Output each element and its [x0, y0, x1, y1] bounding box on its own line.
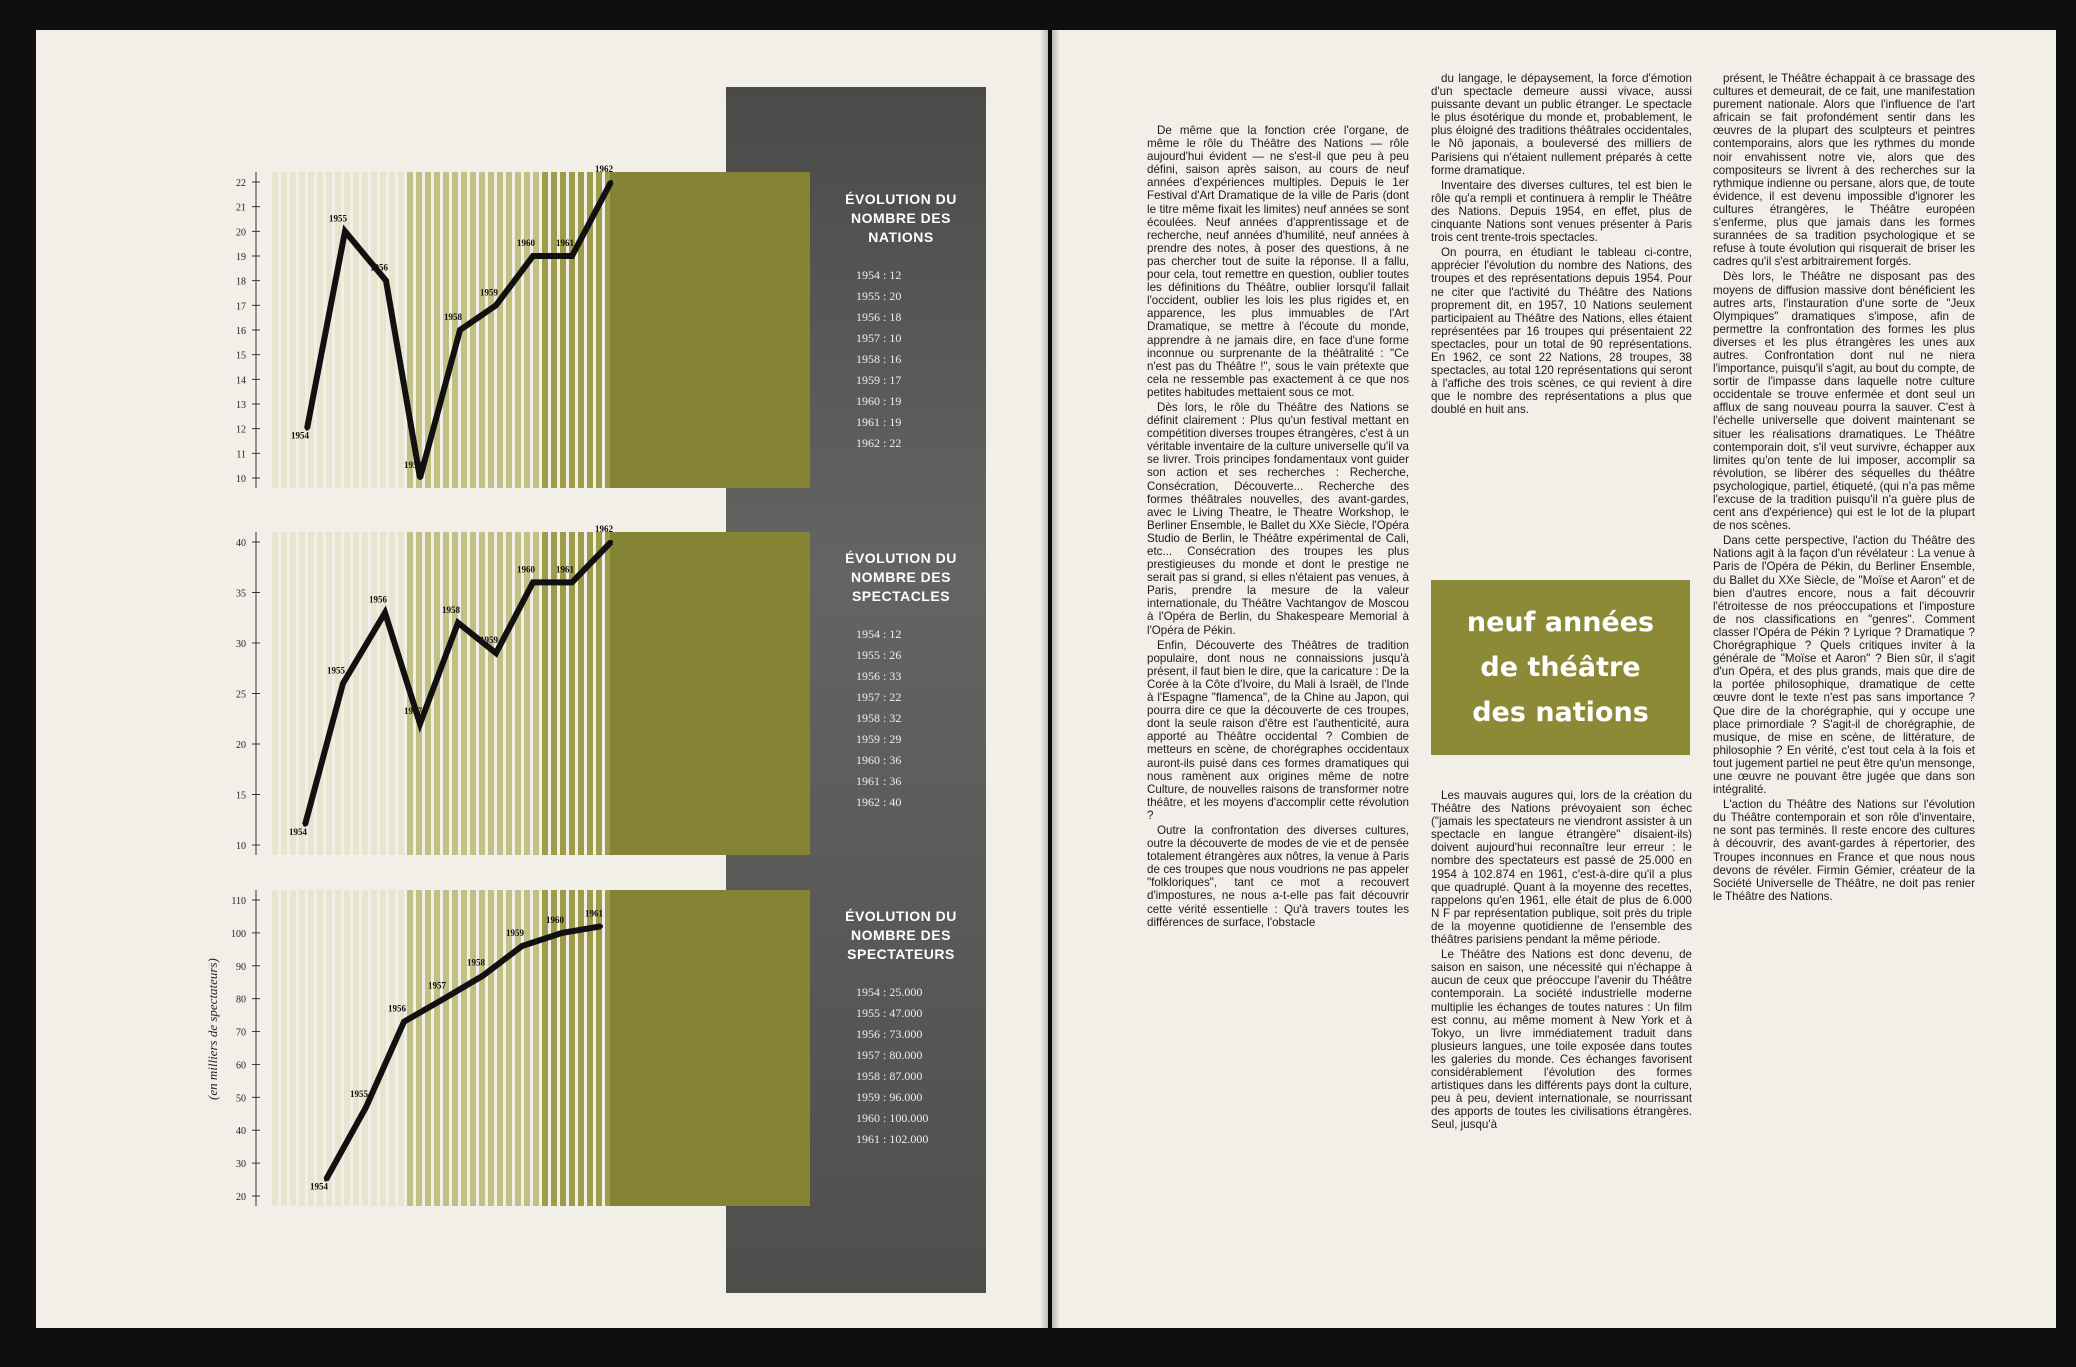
chart-stripe: [380, 890, 386, 1206]
chart-stripe: [416, 890, 422, 1206]
chart-stripe: [398, 890, 404, 1206]
chart-stripe: [371, 172, 377, 488]
article-column-3: [1713, 72, 1975, 905]
chart-stripe: [371, 532, 377, 855]
y-tick-label: 19: [236, 252, 246, 263]
chart-stripe: [362, 532, 368, 855]
y-tick-label: 30: [236, 1159, 246, 1171]
chart-stripe: [380, 172, 386, 488]
chart-stripe: [407, 890, 413, 1206]
y-tick-label: 17: [236, 301, 246, 313]
values-table-row: 1956 : 73.000: [856, 1027, 923, 1041]
values-table-row: 1959 : 96.000: [856, 1090, 923, 1104]
y-tick-label: 40: [236, 538, 246, 549]
point-year-label: 1955: [327, 665, 345, 676]
chart-stripe: [443, 532, 449, 855]
point-year-label: 1960: [517, 564, 535, 575]
point-year-label: 1958: [444, 312, 462, 322]
values-table-row: 1954 : 12: [856, 268, 902, 282]
chart-stripe: [452, 532, 458, 855]
chart-stripe: [371, 890, 377, 1206]
point-year-label: 1960: [546, 914, 564, 925]
y-tick-label: 10: [236, 474, 246, 485]
point-year-label: 1961: [556, 564, 574, 575]
article-paragraph: Enfin, Découverte des Théâtres de tradition populaire, dont nous ne connaissions jusqu'à présent, il faut bien le dire, que la caricature : De la Corée à la Côte d'Ivoire, du Mali à Israël, de l'Inde à l'Espagne "flamenca", de la Chine au Japon, qui pourra dire ce que la découverte de ces troupes, dont la seule raison d'être est l'authenticité, aura apporté au Théâtre occidental ? Combien de metteurs en scène, de chorégraphes occidentaux auront-ils puisé dans ces formes dramatiques qui nous ramènent aux origines même de notre Culture, de nouvelles raisons de transformer notre théâtre, et les moyens d'accomplir cette révolution ?: [1147, 638, 1409, 822]
values-table-row: 1954 : 12: [856, 627, 902, 641]
values-table-row: 1956 : 33: [856, 669, 902, 683]
values-table-row: 1955 : 20: [856, 289, 902, 303]
article-paragraph: Inventaire des diverses cultures, tel est bien le rôle qu'a rempli et continuera à remplir le Théâtre des Nations. Depuis 1954, en effet, plus de cinquante Nations sont venues présenter à Paris trois cent trente-trois spectacles.: [1431, 178, 1692, 245]
panel-nations: [826, 190, 976, 454]
chart-stripe: [398, 532, 404, 855]
chart-stripe: [290, 532, 296, 855]
chart-stripe: [326, 532, 332, 855]
chart-stripe: [470, 172, 476, 488]
data-point: [599, 924, 603, 928]
chart-stripe: [488, 532, 494, 855]
y-tick-label: 100: [231, 928, 246, 940]
chart-stripe: [506, 532, 512, 855]
data-point: [494, 651, 498, 655]
values-table-row: 1958 : 32: [856, 711, 902, 725]
article-title-box: [1431, 580, 1690, 755]
data-point: [458, 328, 462, 332]
data-point: [341, 681, 345, 685]
y-tick-label: 20: [236, 740, 246, 751]
values-table-row: 1957 : 10: [856, 331, 902, 345]
chart-stripe: [524, 532, 530, 855]
chart-stripe: [560, 890, 566, 1206]
point-year-label: 1958: [467, 957, 485, 968]
chart-stripe: [353, 172, 359, 488]
values-table-row: 1960 : 100.000: [856, 1111, 929, 1125]
chart-stripe: [344, 890, 350, 1206]
chart-stripe: [560, 172, 566, 488]
article-paragraph: Dans cette perspective, l'action du Théâtre des Nations agit à la façon d'un révélateur : La venue à Paris de l'Opéra de Pékin, du Berliner Ensemble, du Ballet du XXe Siècle, de "Moïse et Aaron" et de bien d'autres encore, nous a fait découvrir l'étroitesse de nos préoccupations et l'imposture de nos classifications en "genres". Comment classer l'Opéra de Pékin ? Lyrique ? Dramatique ? Chorégraphique ? Quels critiques inviter à la générale de "Moïse et Aaron" ? Bien sûr, il s'agit d'un Opéra, et des plus grands, mais que dire de la portée philosophique, dramatique de cette œuvre dont le texte n'est pas sans importance ? Que dire de la chorégraphie, qui y occupe une place primordiale ? S'agit-il de chorégraphie, de musique, de mise en scène, de littérature, de philosophie ? En vérité, c'est tout cela à la fois et tout jugement partiel ne peut être qu'un mensonge, une œuvre ne pouvant être jugée que dans son intégralité.: [1713, 534, 1975, 797]
chart-solid-block: [610, 890, 810, 1206]
values-table-spectateurs: [826, 982, 976, 1150]
point-year-label: 1955: [329, 213, 347, 224]
chart-stripe: [497, 890, 503, 1206]
data-point: [343, 229, 347, 233]
y-tick-label: 22: [236, 178, 246, 189]
values-table-row: 1961 : 19: [856, 415, 902, 429]
data-point: [609, 540, 613, 544]
point-year-label: 1954: [310, 1181, 328, 1192]
chart-stripe: [578, 890, 584, 1206]
chart-stripe: [443, 890, 449, 1206]
data-point: [481, 974, 485, 978]
point-year-label: 1957: [428, 980, 446, 991]
y-tick-label: 20: [236, 1192, 246, 1203]
y-tick-label: 13: [236, 400, 246, 411]
chart-stripe: [587, 890, 593, 1206]
data-point: [531, 580, 535, 584]
chart-stripe: [434, 890, 440, 1206]
article-column-1: [1147, 124, 1409, 931]
chart-stripe: [317, 532, 323, 855]
y-tick-label: 110: [231, 896, 246, 907]
chart-stripe: [524, 890, 530, 1206]
values-table-row: 1954 : 25.000: [856, 985, 923, 999]
point-year-label: 1956: [369, 594, 387, 605]
point-year-label: 1957: [404, 460, 422, 470]
values-table-row: 1955 : 26: [856, 648, 902, 662]
y-tick-label: 15: [236, 350, 246, 362]
point-year-label: 1959: [480, 635, 498, 646]
article-title-line-1: neuf années: [1466, 607, 1655, 638]
values-table-row: 1957 : 22: [856, 690, 902, 704]
point-year-label: 1955: [350, 1089, 368, 1100]
chart-stripe: [317, 890, 323, 1206]
chart-stripe: [452, 890, 458, 1206]
chart-stripe: [497, 172, 503, 488]
data-point: [494, 303, 498, 307]
chart-stripe: [281, 172, 287, 488]
data-point: [383, 611, 387, 615]
chart-stripe: [524, 172, 530, 488]
values-table-row: 1956 : 18: [856, 310, 902, 324]
data-point: [364, 1105, 368, 1109]
y-tick-label: 35: [236, 588, 246, 600]
chart-stripe: [362, 890, 368, 1206]
chart-stripe: [326, 890, 332, 1206]
y-tick-label: 80: [236, 994, 246, 1006]
y-tick-label: 50: [236, 1093, 246, 1105]
point-year-label: 1962: [595, 524, 613, 534]
data-point: [570, 254, 574, 258]
chart-stripe: [587, 532, 593, 855]
y-tick-label: 40: [236, 1126, 246, 1138]
y-tick-label: 18: [236, 276, 246, 288]
chart-stripe: [470, 890, 476, 1206]
values-table-row: 1955 : 47.000: [856, 1006, 923, 1020]
chart-stripe: [362, 172, 368, 488]
point-year-label: 1961: [585, 908, 603, 919]
chart-stripe: [344, 532, 350, 855]
chart-stripe: [281, 890, 287, 1206]
point-year-label: 1956: [370, 262, 388, 273]
chart-stripe: [515, 532, 521, 855]
values-table-row: 1958 : 87.000: [856, 1069, 923, 1083]
chart-stripe: [479, 890, 485, 1206]
y-tick-label: 20: [236, 227, 246, 239]
values-table-row: 1960 : 36: [856, 753, 902, 767]
chart-stripe: [398, 172, 404, 488]
article-column-2-top: [1431, 72, 1692, 418]
chart-stripe: [461, 532, 467, 855]
values-table-spectacles: [826, 624, 976, 813]
point-year-label: 1957: [404, 705, 422, 716]
article-title-line-3: des nations: [1472, 697, 1649, 728]
article-column-2-bottom: [1431, 789, 1692, 1133]
data-point: [560, 931, 564, 935]
chart-stripe: [443, 172, 449, 488]
chart-stripe: [353, 532, 359, 855]
point-year-label: 1954: [291, 430, 309, 441]
data-point: [456, 621, 460, 625]
values-table-nations: [826, 265, 976, 454]
chart-stripe: [542, 172, 548, 488]
chart-stripe: [515, 172, 521, 488]
chart-stripe: [416, 172, 422, 488]
y-tick-label: 11: [236, 449, 246, 461]
point-year-label: 1962: [595, 164, 613, 174]
point-year-label: 1956: [388, 1003, 406, 1014]
article-paragraph: On pourra, en étudiant le tableau ci-contre, apprécier l'évolution du nombre des Nations, des troupes et des représentations depuis 1954. Pour ne citer que l'activité du Théâtre des Nations proprement dit, en 1957, 10 Nations seulement participaient au Théâtre des Nations, elles étaient représentées par 16 troupes qui présentaient 22 spectacles, pour un total de 90 représentations. En 1962, ce sont 22 Nations, 28 troupes, 38 spectacles, au total 120 représentations qui seront à l'affiche des trois scènes, ce qui revient à dire que le nombre des représentations a plus que doublé en huit ans.: [1431, 246, 1692, 417]
y-tick-label: 10: [236, 841, 246, 852]
values-table-row: 1958 : 16: [856, 352, 902, 366]
chart-stripe: [416, 532, 422, 855]
chart-stripe: [569, 890, 575, 1206]
chart-solid-block: [610, 172, 810, 488]
article-paragraph: Dès lors, le Théâtre ne disposant pas des moyens de diffusion massive dont bénéficient les autres arts, l'instauration d'une sorte de "Jeux Olympiques" dramatiques s'impose, afin de permettre la confrontation des formes les plus diverses et les plus étrangères les unes aux autres. Confrontation dont nul ne niera l'importance, puisqu'il s'agit, au bout du compte, de sortir de l'impasse dans laquelle notre culture occidentale se trouve enfermée et dont seul un afflux de sang nouveau pourra la sauver. C'est à l'échelle universelle que doivent maintenant se situer les réalisations dramatiques. Le Théâtre contemporain doit, s'il veut survivre, échapper aux limites qu'on tente de lui imposer, accomplir sa révolution, se libérer des séquelles du théâtre psychologique, partiel, étiqueté, (qui n'a pas même l'excuse de la tradition puisqu'il n'a guère plus de cent ans d'expérience) qui est le lot de la plupart de nos scènes.: [1713, 270, 1975, 533]
article-title-line-2: de théâtre: [1480, 652, 1641, 683]
values-table-row: 1960 : 19: [856, 394, 902, 408]
chart-stripe: [272, 532, 278, 855]
chart-stripe: [596, 532, 602, 855]
article-paragraph: L'action du Théâtre des Nations sur l'évolution du Théâtre contemporain et son rôle d'inventaire, ne sont pas terminés. Il reste encore des cultures à découvrir, des avant-gardes à répertorier, des Troupes inconnues en France et que nous nous devons de révéler. Firmin Gémier, créateur de la Société Universelle de Théâtre, ne doit pas renier le Théâtre des Nations.: [1713, 798, 1975, 903]
values-table-row: 1959 : 17: [856, 373, 902, 387]
y-axis-label-spectateurs: (en milliers de spectateurs): [205, 958, 220, 1100]
chart-stripe: [317, 172, 323, 488]
chart-stripe: [533, 890, 539, 1206]
data-point: [418, 722, 422, 726]
chart-title-spectacles: ÉVOLUTION DU NOMBRE DES SPECTACLES: [845, 550, 957, 604]
chart-title-nations: ÉVOLUTION DU NOMBRE DES NATIONS: [845, 191, 957, 245]
panel-spectateurs: [826, 907, 976, 1150]
chart-stripe: [380, 532, 386, 855]
point-year-label: 1959: [480, 287, 498, 298]
y-tick-label: 16: [236, 326, 246, 337]
chart-stripe: [479, 532, 485, 855]
chart-stripe: [596, 890, 602, 1206]
point-year-label: 1959: [506, 928, 524, 939]
data-point: [609, 180, 613, 184]
chart-stripe: [569, 172, 575, 488]
y-tick-label: 14: [236, 375, 246, 387]
article-paragraph: présent, le Théâtre échappait à ce brassage des cultures et demeurait, de ce fait, une manifestation purement nationale. Alors que l'influence de l'art africain se fait profondément sentir dans les œuvres de la plupart des sculpteurs et peintres contemporains, alors que les rythmes du monde noir envahissent notre vie, alors que des compositeurs se livrent à des recherches sur la rythmique indienne ou persane, alors que, de toute évidence, il est devenu impossible d'ignorer les cultures étrangères, le Théâtre européen s'enferme, plus que jamais dans les formes surannées de sa tradition psychologique et se refuse à toute évolution qui risquerait de briser les cadres qu'il s'est arbitrairement forgés.: [1713, 72, 1975, 269]
data-point: [531, 254, 535, 258]
point-year-label: 1958: [442, 604, 460, 615]
chart-stripe: [299, 532, 305, 855]
y-tick-label: 60: [236, 1060, 246, 1072]
values-table-row: 1961 : 102.000: [856, 1132, 929, 1146]
chart-stripe: [272, 890, 278, 1206]
chart-stripe: [578, 172, 584, 488]
chart-stripe: [470, 532, 476, 855]
chart-solid-block: [610, 532, 810, 855]
data-point: [402, 1020, 406, 1024]
chart-title-spectateurs: ÉVOLUTION DU NOMBRE DES SPECTATEURS: [845, 908, 957, 962]
data-point: [520, 944, 524, 948]
values-table-row: 1961 : 36: [856, 774, 902, 788]
chart-stripe: [434, 172, 440, 488]
data-point: [418, 476, 422, 480]
article-paragraph: Dès lors, le rôle du Théâtre des Nations se définit clairement : Plus qu'un festival mettant en compétition diverses troupes étrangères, c'est à un véritable inventaire de la culture universelle qu'il va se livrer. Trois principes fondamentaux vont guider son action et ses recherches : Recherche, Consécration, Découverte... Recherche des formes théâtrales nouvelles, des avant-gardes, avec le Living Theatre, le Theatre Workshop, le Berliner Ensemble, le Ballet du XXe Siècle, l'Opéra Studio de Berlin, le Théâtre expérimental de Cali, etc... Consécration des troupes les plus prestigieuses du monde et dont le prestige ne serait pas si grand, si elles n'étaient pas venues, à Paris, prendre la mesure de la valeur internationale, du Théâtre Vachtangov de Moscou à l'Opéra de Berlin, du Shakespeare Memorial à l'Opéra de Pékin.: [1147, 400, 1409, 637]
y-tick-label: 90: [236, 961, 246, 973]
y-tick-label: 21: [236, 202, 246, 214]
chart-stripe: [425, 890, 431, 1206]
chart-stripe: [533, 172, 539, 488]
chart-stripe: [488, 172, 494, 488]
values-table-row: 1959 : 29: [856, 732, 902, 746]
data-point: [570, 580, 574, 584]
chart-stripe: [272, 172, 278, 488]
chart-stripe: [461, 890, 467, 1206]
data-point: [384, 279, 388, 283]
chart-stripe: [506, 172, 512, 488]
article-paragraph: Outre la confrontation des diverses cultures, outre la découverte de modes de vie et de pensée totalement étrangères aux nôtres, la venue à Paris de ces troupes que nous voudrions ne pas appeler "folkloriques", tant ce mot a recouvert d'impostures, ne nous a-t-elle pas fait découvrir cette vérité essentielle : Qu'à travers toutes les différences de surface, l'obstacle: [1147, 823, 1409, 929]
chart-stripe: [488, 890, 494, 1206]
y-tick-label: 30: [236, 639, 246, 650]
article-paragraph: du langage, le dépaysement, la force d'émotion d'un spectacle demeure aussi vivace, aussi puissante devant un public étranger. Le spectacle le plus ésotérique du monde et, probablement, le plus éloigné des traditions théâtrales occidentales, le Nô japonais, a bouleversé des milliers de Parisiens qui n'étaient nullement préparés à cette forme dramatique.: [1431, 72, 1692, 177]
chart-stripe: [497, 532, 503, 855]
chart-stripe: [551, 172, 557, 488]
y-tick-label: 70: [236, 1027, 246, 1039]
point-year-label: 1954: [289, 826, 307, 837]
values-table-row: 1962 : 40: [856, 795, 902, 809]
chart-stripe: [290, 890, 296, 1206]
chart-stripe: [434, 532, 440, 855]
chart-stripe: [308, 890, 314, 1206]
article-paragraph: De même que la fonction crée l'organe, de même le rôle du Théâtre des Nations — rôle aujourd'hui évident — ne s'est-il que peu à peu défini, saison après saison, au cours de neuf années d'expériences multiples. Depuis le 1er Festival d'Art Dramatique de la ville de Paris (dont le titre même fixait les limites) neuf années se sont écoulées. Neuf années d'apprentissage et de recherche, neuf années d'humilité, neuf années à prendre des notes, à poser des questions, à ne pas chercher tout de suite la réponse. Il a fallu, pour cela, tout remettre en question, oublier toutes les définitions du Théâtre, oublier lorsqu'il fallait l'occident, oublier les lois les plus rigides et, en apparence, les plus immuables de l'Art Dramatique, se mettre à l'écoute du monde, apprendre à ne jamais dire, en face d'une forme inconnue ou surprenante de la théâtralité : "Ce n'est pas du Théâtre !", sous le vain prétexte que cela ne ressemble pas exactement à ce que nos petites habitudes mettaient sous ce mot.: [1147, 124, 1409, 399]
point-year-label: 1961: [556, 238, 574, 248]
chart-stripe: [578, 532, 584, 855]
chart-stripe: [353, 890, 359, 1206]
article-paragraph: Le Théâtre des Nations est donc devenu, de saison en saison, une nécessité qui n'échappe à aucun de ceux que préoccupe l'avenir du Théâtre contemporain. La société industrielle moderne multiplie les échanges de toutes natures : Un film est connu, au même moment à New York et à Tokyo, un livre immédiatement traduit dans plusieurs langues, une toile exposée dans toutes les galeries du monde. Ces échanges favorisent considérablement l'évolution des formes artistiques dans les différents pays dont la culture, peu à peu, devient internationale, se nourrissant des apports de toutes les civilisations étrangères. Seul, jusqu'à: [1431, 948, 1692, 1132]
chart-stripe: [389, 532, 395, 855]
chart-stripe: [299, 890, 305, 1206]
values-table-row: 1962 : 22: [856, 436, 902, 450]
point-year-label: 1960: [517, 238, 535, 248]
y-tick-label: 15: [236, 790, 246, 802]
panel-spectacles: [826, 549, 976, 813]
values-table-row: 1957 : 80.000: [856, 1048, 923, 1062]
y-tick-label: 12: [236, 424, 246, 436]
chart-stripe: [281, 532, 287, 855]
chart-stripe: [596, 172, 602, 488]
chart-stripe: [479, 172, 485, 488]
data-point: [442, 997, 446, 1001]
article-paragraph: Les mauvais augures qui, lors de la création du Théâtre des Nations prévoyaient son échec ("jamais les spectateurs ne viendront assister à un spectacle en langue étrangère" disaient-ils) doivent aujourd'hui reconnaître leur erreur : le nombre des spectateurs est passé de 25.000 en 1954 à 102.874 en 1961, c'est-à-dire qu'il a plus que quadruplé. Quant à la moyenne des recettes, rappelons qu'en 1961, elle était de plus de 6.000 N F par représentation publique, soit près du triple de la moyenne quotidienne de l'ensemble des théâtres parisiens pendant la même période.: [1431, 789, 1692, 947]
y-tick-label: 25: [236, 689, 246, 701]
